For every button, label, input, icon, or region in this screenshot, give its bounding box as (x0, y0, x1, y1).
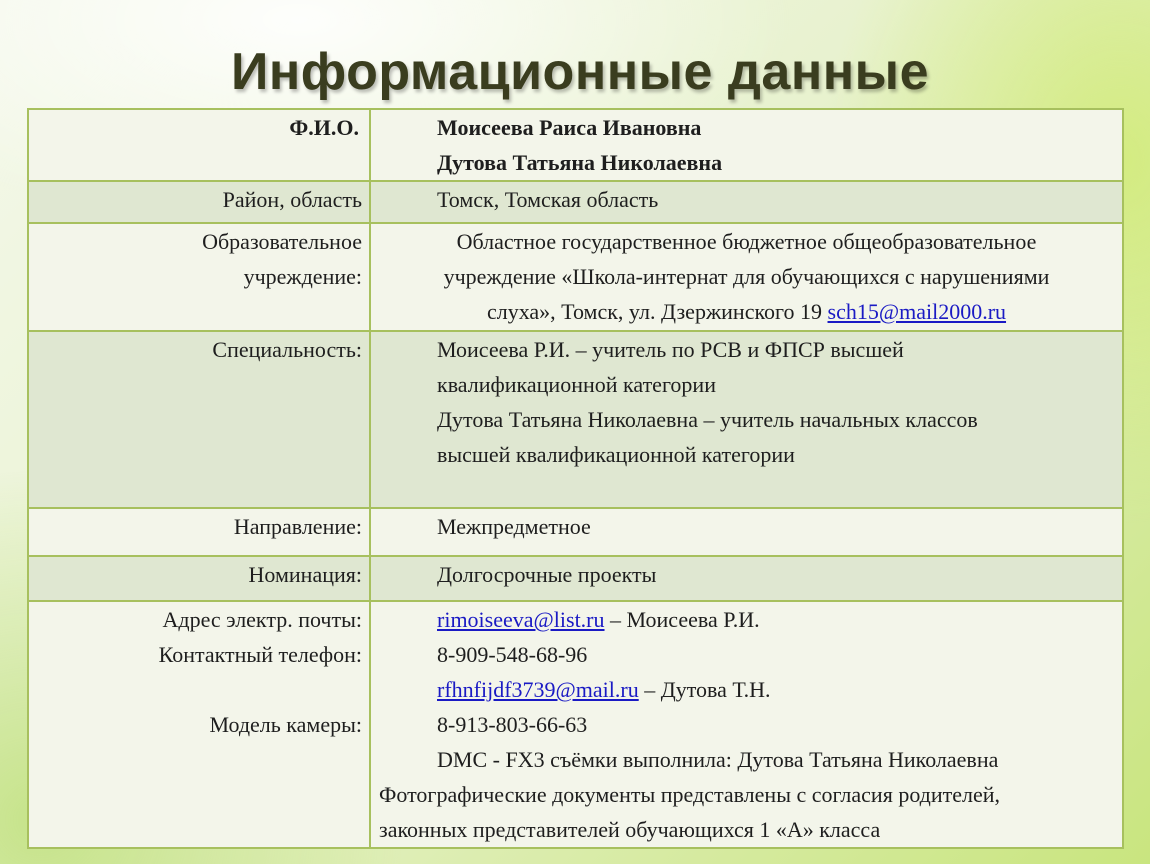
table-row-institution (28, 223, 1123, 331)
contact-email-label: Адрес электр. почты: (162, 607, 362, 632)
specialty-line-3: Дутова Татьяна Николаевна – учитель начальных классов (437, 407, 978, 432)
direction-label: Направление: (233, 514, 362, 539)
label-cell (28, 109, 370, 181)
email-link-moiseeva[interactable]: rimoiseeva@list.ru (437, 607, 605, 632)
nomination-value: Долгосрочные проекты (437, 562, 657, 587)
fio-label: Ф.И.О. (289, 115, 359, 140)
table-row-fio (28, 109, 1123, 181)
value-cell (370, 556, 1123, 601)
spacer (29, 672, 362, 707)
value-cell (370, 181, 1123, 223)
specialty-line-1: Моисеева Р.И. – учитель по РСВ и ФПСР высшей (437, 337, 904, 362)
region-value: Томск, Томская область (437, 187, 659, 212)
email-link-dutova[interactable]: rfhnfijdf3739@mail.ru (437, 677, 639, 702)
nomination-label: Номинация: (248, 562, 362, 587)
table-row-region (28, 181, 1123, 223)
contact-email-line-2 (437, 672, 1112, 707)
specialty-label: Специальность: (212, 337, 362, 362)
institution-label-line-1: Образовательное (202, 229, 362, 254)
consent-line-2: законных представителей обучающихся 1 «А» класса (379, 817, 881, 842)
region-label: Район, область (222, 187, 362, 212)
label-cell (28, 223, 370, 331)
specialty-line-2: квалификационной категории (437, 372, 716, 397)
label-cell (28, 601, 370, 848)
email-owner-1: – Моисеева Р.И. (604, 607, 760, 632)
email-owner-2: – Дутова Т.Н. (638, 677, 771, 702)
institution-line-3 (379, 294, 1114, 329)
contact-phone-2: 8-913-803-66-63 (437, 712, 588, 737)
institution-address: слуха», Томск, ул. Дзержинского 19 (486, 299, 828, 324)
specialty-line-4: высшей квалификационной категории (437, 442, 795, 467)
camera-model-line: DMC - FX3 съёмки выполнила: Дутова Татьяна Николаевна (437, 747, 999, 772)
value-cell (370, 223, 1123, 331)
table-row-specialty (28, 331, 1123, 508)
fio-name-2: Дутова Татьяна Николаевна (437, 150, 723, 175)
contact-phone-1: 8-909-548-68-96 (437, 642, 588, 667)
label-cell (28, 181, 370, 223)
page-title: Информационные данные (230, 43, 929, 101)
value-cell (370, 601, 1123, 848)
value-cell (370, 508, 1123, 556)
contact-phone-label: Контактный телефон: (158, 642, 362, 667)
label-cell (28, 508, 370, 556)
label-cell (28, 556, 370, 601)
table-row-contacts (28, 601, 1123, 848)
direction-value: Межпредметное (437, 514, 591, 539)
institution-label-line-2: учреждение: (243, 264, 362, 289)
label-cell (28, 331, 370, 508)
contact-email-line-1 (437, 602, 1112, 637)
consent-line-1: Фотографические документы представлены с согласия родителей, (379, 782, 1001, 807)
camera-model-label: Модель камеры: (209, 712, 362, 737)
info-table (27, 108, 1124, 849)
table-row-nomination (28, 556, 1123, 601)
institution-line-1: Областное государственное бюджетное общеобразовательное (456, 229, 1037, 254)
institution-line-2: учреждение «Школа-интернат для обучающихся с нарушениями (443, 264, 1050, 289)
value-cell (370, 331, 1123, 508)
fio-name-1: Моисеева Раиса Ивановна (437, 115, 702, 140)
value-cell (370, 109, 1123, 181)
institution-email-link[interactable]: sch15@mail2000.ru (827, 299, 1007, 324)
table-row-direction (28, 508, 1123, 556)
